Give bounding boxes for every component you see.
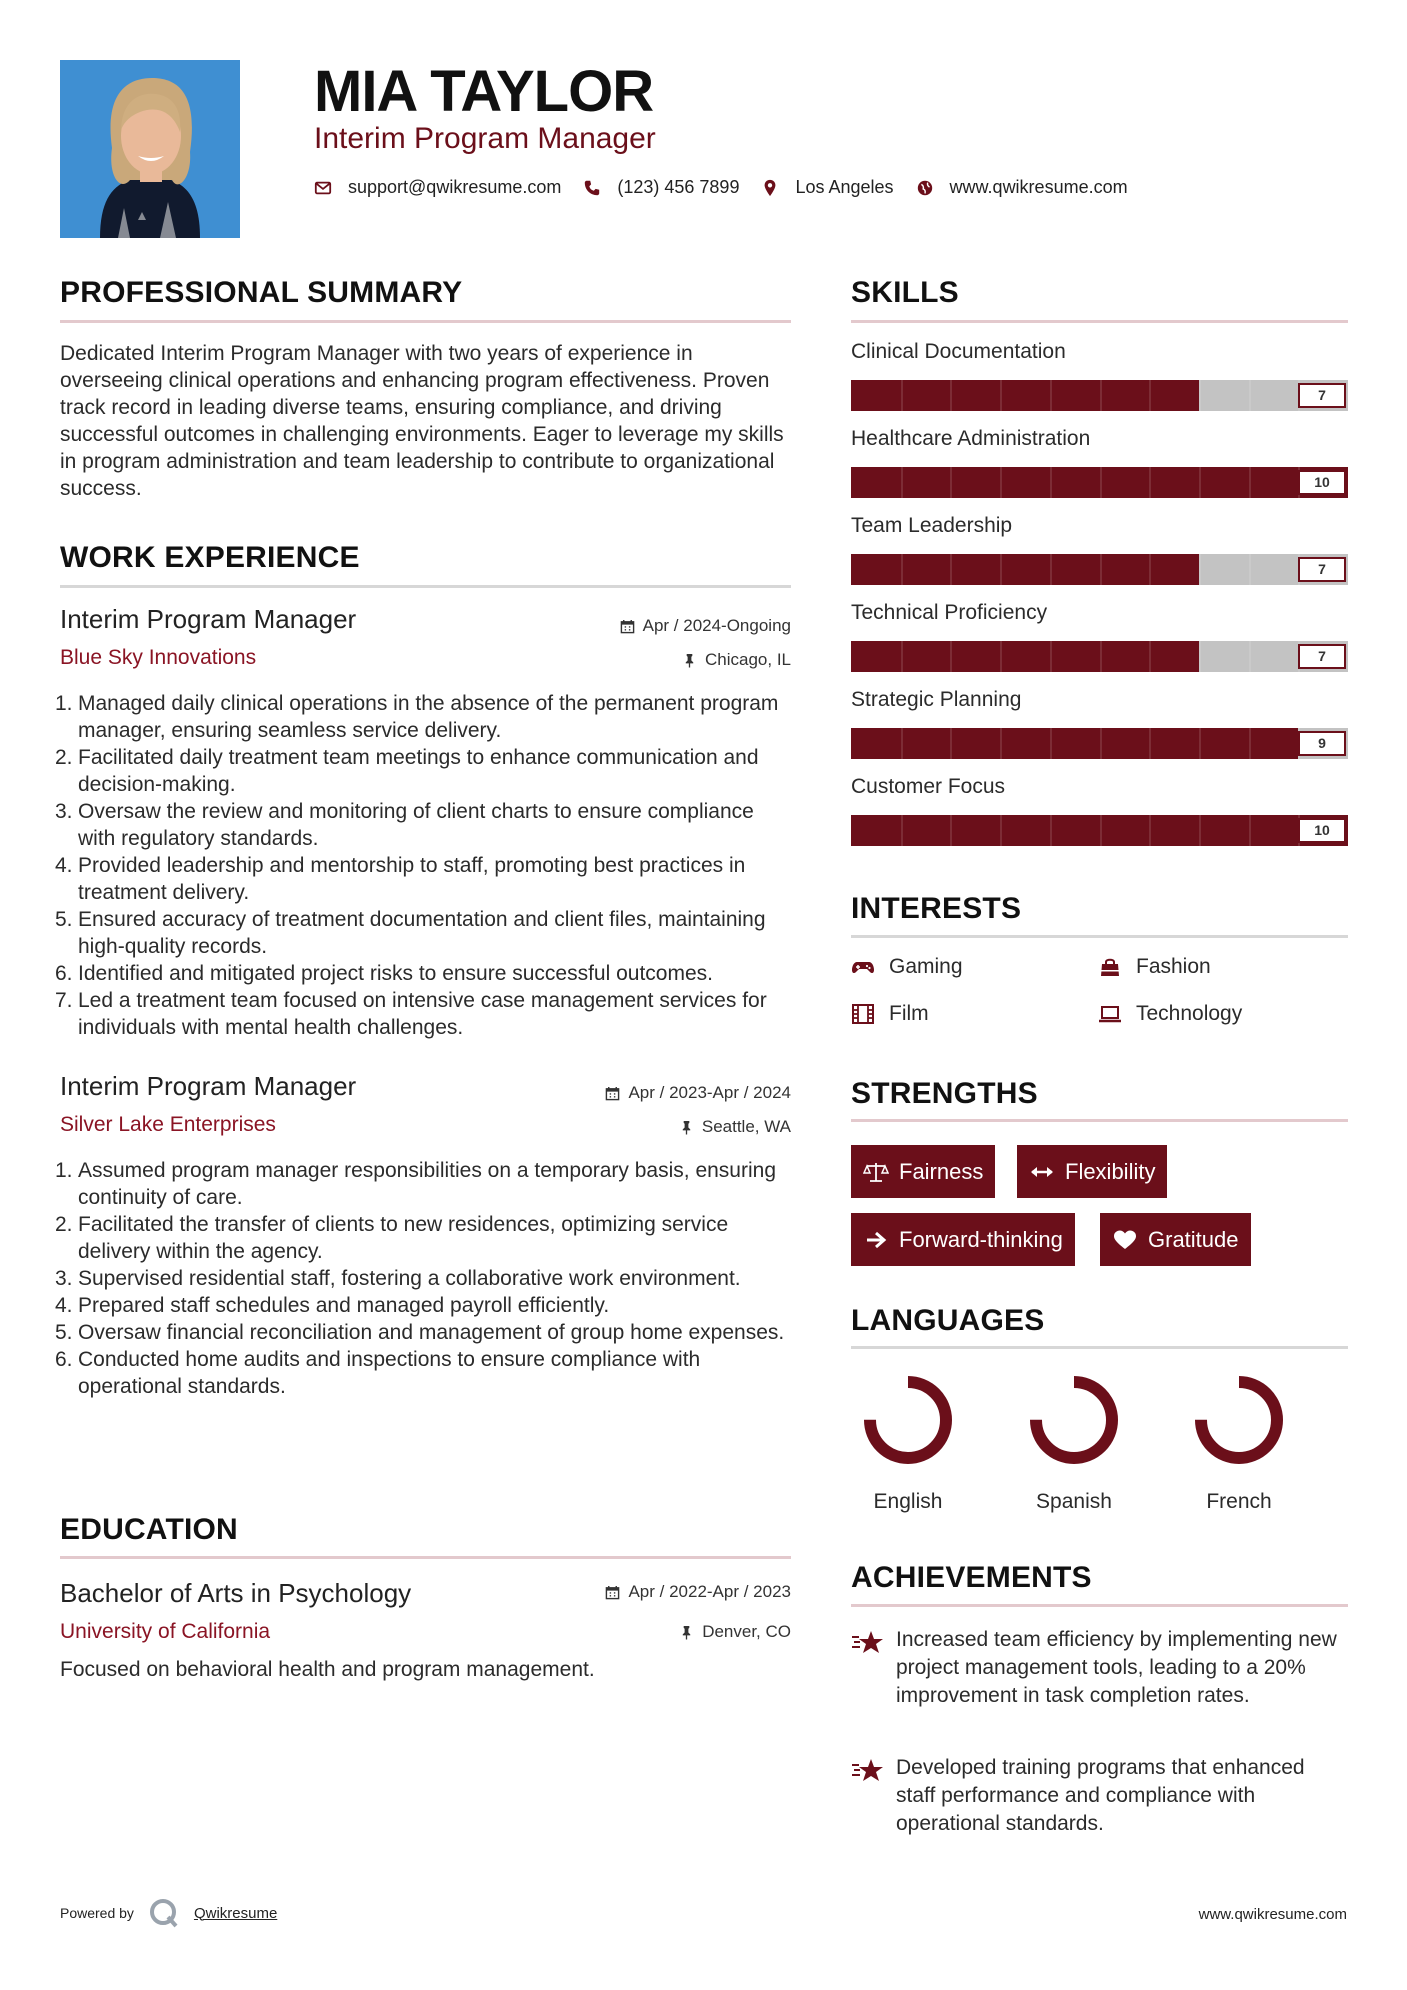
- skills-list: [851, 340, 1348, 860]
- skill-bar-fill: [851, 728, 1298, 759]
- job-location-text: Seattle, WA: [701, 1117, 791, 1136]
- language-label: French: [1206, 1490, 1272, 1513]
- language-level-ring: [858, 1370, 958, 1470]
- interest-gaming: [851, 955, 963, 979]
- job-location: [679, 1117, 791, 1137]
- skill-segment-divider: [1050, 641, 1052, 672]
- languages-heading: LANGUAGES: [851, 1304, 1045, 1337]
- contact-location-text: Los Angeles: [795, 177, 894, 197]
- contact-phone-text: (123) 456 7899: [617, 177, 740, 197]
- education-school: University of California: [60, 1620, 271, 1643]
- skill-bar: [851, 467, 1348, 498]
- language-label: English: [873, 1490, 943, 1513]
- language-item: [843, 1370, 973, 1514]
- laptop-icon: [1098, 1004, 1122, 1024]
- achievements-divider: [851, 1604, 1348, 1607]
- language-level-ring: [1024, 1370, 1124, 1470]
- bullet-item: 2. Facilitated the transfer of clients to new residences, optimizing service delivery within the agency.: [55, 1213, 729, 1263]
- skill-bar: [851, 728, 1348, 759]
- bullet-item: 3. Oversaw the review and monitoring of client charts to ensure compliance with regulatory standards.: [55, 800, 754, 850]
- skill-bar-fill: [851, 380, 1199, 411]
- job-bullets: [55, 690, 791, 1041]
- interests-heading: INTERESTS: [851, 892, 1022, 925]
- skill-segment-divider: [1100, 641, 1102, 672]
- skill-segment-divider: [901, 815, 903, 846]
- skill-name: Technical Proficiency: [851, 601, 1048, 624]
- skill-level-badge: 7: [1298, 557, 1346, 582]
- job-company: Blue Sky Innovations: [60, 646, 257, 669]
- bullet-item: 2. Facilitated daily treatment team meetings to enhance communication and decision-making.: [55, 746, 759, 796]
- skill-segment-divider: [1249, 728, 1251, 759]
- shopping-bag-icon: [1098, 957, 1122, 977]
- interest-label: Fashion: [1136, 955, 1211, 978]
- strength-label: Fairness: [899, 1158, 984, 1184]
- envelope-icon: [314, 179, 332, 197]
- skill-segment-divider: [1100, 554, 1102, 585]
- language-item: [1009, 1370, 1139, 1514]
- pushpin-icon: [682, 653, 697, 668]
- education-location: [679, 1622, 791, 1642]
- strength-fairness: [851, 1145, 995, 1198]
- qwikresume-link[interactable]: Qwikresume: [193, 1904, 278, 1922]
- bullet-item: 5. Oversaw financial reconciliation and management of group home expenses.: [55, 1321, 785, 1344]
- job-location-text: Chicago, IL: [705, 650, 791, 669]
- languages-divider: [851, 1346, 1348, 1349]
- contact-location: [761, 177, 893, 198]
- strengths-heading: STRENGTHS: [851, 1077, 1038, 1110]
- bullet-item: 6. Identified and mitigated project risks to ensure successful outcomes.: [55, 962, 713, 985]
- summary-heading: PROFESSIONAL SUMMARY: [60, 276, 463, 309]
- strength-gratitude: [1100, 1213, 1251, 1266]
- skill-bar: [851, 380, 1348, 411]
- achievements-list: [851, 1626, 1348, 1866]
- skills-divider: [851, 320, 1348, 323]
- skill-segment-divider: [1100, 815, 1102, 846]
- skill-segment-divider: [901, 641, 903, 672]
- summary-text: Dedicated Interim Program Manager with two years of experience in overseeing clinical operations and enhancing program effectiveness. Proven track record in leading diverse teams, ensuring compliance, and driving successful outcomes in challenging environments. Eager to leverage my skills in program administration and team leadership to contribute to organizational success.: [60, 342, 784, 500]
- contact-phone[interactable]: [583, 177, 739, 198]
- job-dates: [605, 1083, 791, 1103]
- skill-segment-divider: [1149, 728, 1151, 759]
- education-divider: [60, 1556, 791, 1559]
- job-company: Silver Lake Enterprises: [60, 1113, 276, 1136]
- achievement-item: [851, 1754, 1348, 1838]
- interest-fashion: [1098, 955, 1211, 979]
- skill-segment-divider: [1149, 380, 1151, 411]
- calendar-icon: [605, 1585, 620, 1600]
- map-pin-icon: [761, 179, 779, 197]
- education-degree: Bachelor of Arts in Psychology: [60, 1578, 412, 1608]
- language-item: [1174, 1370, 1304, 1514]
- language-level-arc: [1036, 1382, 1112, 1458]
- skill-segment-divider: [1000, 554, 1002, 585]
- skill-segment-divider: [1249, 641, 1251, 672]
- arrows-horizontal-icon: [1029, 1161, 1055, 1183]
- skill-level-badge: 7: [1298, 383, 1346, 408]
- skill-segment-divider: [1149, 467, 1151, 498]
- job-entry: [55, 1071, 791, 1481]
- skill-segment-divider: [1249, 554, 1251, 585]
- skill-segment-divider: [1000, 641, 1002, 672]
- interest-label: Film: [889, 1002, 929, 1025]
- calendar-icon: [620, 619, 635, 634]
- language-level-ring: [1189, 1370, 1289, 1470]
- footer-website[interactable]: www.qwikresume.com: [1198, 1906, 1347, 1923]
- footer-powered-by: [60, 1897, 277, 1929]
- job-title: Interim Program Manager: [60, 1071, 357, 1101]
- skill-segment-divider: [1100, 728, 1102, 759]
- job-bullets: [55, 1157, 791, 1400]
- skill-segment-divider: [1000, 728, 1002, 759]
- skill-segment-divider: [950, 641, 952, 672]
- skill-segment-divider: [1199, 554, 1201, 585]
- heart-icon: [1112, 1229, 1138, 1251]
- language-level-arc: [870, 1382, 946, 1458]
- achievement-text: Increased team efficiency by implementing new project management tools, leading to a 20% improvement in task completion rates.: [896, 1628, 1337, 1707]
- skill-segment-divider: [950, 554, 952, 585]
- education-location-text: Denver, CO: [702, 1622, 791, 1641]
- star-award-icon: [851, 1629, 885, 1655]
- skill-segment-divider: [1149, 554, 1151, 585]
- skill-segment-divider: [901, 728, 903, 759]
- skill-segment-divider: [1050, 380, 1052, 411]
- bullet-item: 4. Provided leadership and mentorship to staff, promoting best practices in treatment delivery.: [55, 854, 746, 904]
- achievement-item: [851, 1626, 1348, 1710]
- job-dates-text: Apr / 2024-Ongoing: [642, 616, 791, 635]
- contact-email-text: support@qwikresume.com: [348, 177, 562, 197]
- language-label: Spanish: [1036, 1490, 1112, 1513]
- skill-segment-divider: [901, 554, 903, 585]
- portrait-image: [60, 60, 240, 238]
- skill-name: Clinical Documentation: [851, 340, 1066, 363]
- bullet-item: 5. Ensured accuracy of treatment documentation and client files, maintaining high-quality records.: [55, 908, 766, 958]
- skill-bar: [851, 815, 1348, 846]
- skill-segment-divider: [1199, 467, 1201, 498]
- skills-heading: SKILLS: [851, 276, 959, 309]
- skill-bar: [851, 641, 1348, 672]
- balance-scale-icon: [863, 1161, 889, 1183]
- profile-photo: [60, 60, 240, 238]
- bullet-item: 7. Led a treatment team focused on intensive case management services for individuals with mental health challenges.: [55, 989, 767, 1039]
- skill-segment-divider: [950, 380, 952, 411]
- job-title: Interim Program Manager: [60, 604, 357, 634]
- contact-bar: [314, 177, 1150, 198]
- skill-segment-divider: [1199, 641, 1201, 672]
- pushpin-icon: [679, 1625, 694, 1640]
- education-dates-text: Apr / 2022-Apr / 2023: [628, 1582, 791, 1601]
- skill-segment-divider: [1149, 815, 1151, 846]
- job-dates: [620, 616, 791, 636]
- skill-segment-divider: [950, 467, 952, 498]
- skill-name: Healthcare Administration: [851, 427, 1091, 450]
- bullet-item: 4. Prepared staff schedules and managed payroll efficiently.: [55, 1294, 610, 1317]
- skill-segment-divider: [1199, 728, 1201, 759]
- education-heading: EDUCATION: [60, 1513, 238, 1546]
- gamepad-icon: [851, 957, 875, 977]
- skill-segment-divider: [1000, 467, 1002, 498]
- skill-segment-divider: [901, 467, 903, 498]
- bullet-item: 6. Conducted home audits and inspections to ensure compliance with operational standards.: [55, 1348, 701, 1398]
- interest-label: Technology: [1136, 1002, 1243, 1025]
- skill-segment-divider: [1249, 380, 1251, 411]
- contact-website[interactable]: [916, 177, 1128, 198]
- skill-segment-divider: [950, 728, 952, 759]
- calendar-icon: [605, 1086, 620, 1101]
- strength-label: Gratitude: [1148, 1226, 1239, 1252]
- strength-flexibility: [1017, 1145, 1167, 1198]
- strength-label: Forward-thinking: [899, 1226, 1063, 1252]
- phone-icon: [583, 179, 601, 197]
- skill-segment-divider: [1149, 641, 1151, 672]
- strength-label: Flexibility: [1065, 1158, 1156, 1184]
- pushpin-icon: [679, 1120, 694, 1135]
- job-entry: [55, 604, 791, 1044]
- strength-forward-thinking: [851, 1213, 1075, 1266]
- skill-bar-fill: [851, 554, 1199, 585]
- arrow-right-icon: [863, 1229, 889, 1251]
- skill-segment-divider: [1050, 815, 1052, 846]
- skill-segment-divider: [1050, 554, 1052, 585]
- skill-name: Team Leadership: [851, 514, 1013, 537]
- candidate-role: Interim Program Manager: [314, 122, 656, 155]
- job-location: [682, 650, 791, 670]
- skill-segment-divider: [1000, 815, 1002, 846]
- skill-segment-divider: [950, 815, 952, 846]
- bullet-item: 3. Supervised residential staff, fostering a collaborative work environment.: [55, 1267, 741, 1290]
- education-dates: [605, 1582, 791, 1602]
- skill-segment-divider: [1249, 815, 1251, 846]
- skill-segment-divider: [1000, 380, 1002, 411]
- star-award-icon: [851, 1757, 885, 1783]
- skill-segment-divider: [1100, 380, 1102, 411]
- skill-segment-divider: [1199, 380, 1201, 411]
- language-level-arc: [1201, 1382, 1277, 1458]
- globe-icon: [916, 179, 934, 197]
- interest-film: [851, 1002, 929, 1026]
- skill-name: Strategic Planning: [851, 688, 1022, 711]
- skill-level-badge: 7: [1298, 644, 1346, 669]
- education-description: Focused on behavioral health and program management.: [60, 1658, 595, 1681]
- bullet-item: 1. Managed daily clinical operations in the absence of the permanent program manager, ensuring seamless service delivery.: [55, 692, 779, 742]
- skill-level-badge: 10: [1298, 470, 1346, 495]
- skill-level-badge: 9: [1298, 731, 1346, 756]
- interest-label: Gaming: [889, 955, 963, 978]
- skill-level-badge: 10: [1298, 818, 1346, 843]
- experience-heading: WORK EXPERIENCE: [60, 541, 360, 574]
- powered-by-label: Powered by: [60, 1905, 134, 1921]
- skill-segment-divider: [1199, 815, 1201, 846]
- film-icon: [851, 1004, 875, 1024]
- summary-divider: [60, 320, 791, 323]
- qwikresume-logo-icon: [148, 1897, 180, 1929]
- achievement-text: Developed training programs that enhanced staff performance and compliance with operational standards.: [896, 1756, 1305, 1835]
- skill-segment-divider: [1249, 467, 1251, 498]
- contact-website-text: www.qwikresume.com: [949, 177, 1128, 197]
- skill-name: Customer Focus: [851, 775, 1006, 798]
- achievements-heading: ACHIEVEMENTS: [851, 1561, 1092, 1594]
- skill-bar-fill: [851, 641, 1199, 672]
- experience-divider: [60, 585, 791, 588]
- skill-bar: [851, 554, 1348, 585]
- skill-segment-divider: [1050, 467, 1052, 498]
- skill-segment-divider: [1100, 467, 1102, 498]
- interest-technology: [1098, 1002, 1242, 1026]
- contact-email[interactable]: [314, 177, 561, 198]
- strengths-divider: [851, 1119, 1348, 1122]
- job-dates-text: Apr / 2023-Apr / 2024: [628, 1083, 791, 1102]
- candidate-name: MIA TAYLOR: [314, 59, 654, 124]
- education-entry: [60, 1578, 791, 1698]
- skill-segment-divider: [1050, 728, 1052, 759]
- bullet-item: 1. Assumed program manager responsibilities on a temporary basis, ensuring continuity of care.: [55, 1159, 777, 1209]
- skill-segment-divider: [901, 380, 903, 411]
- interests-divider: [851, 935, 1348, 938]
